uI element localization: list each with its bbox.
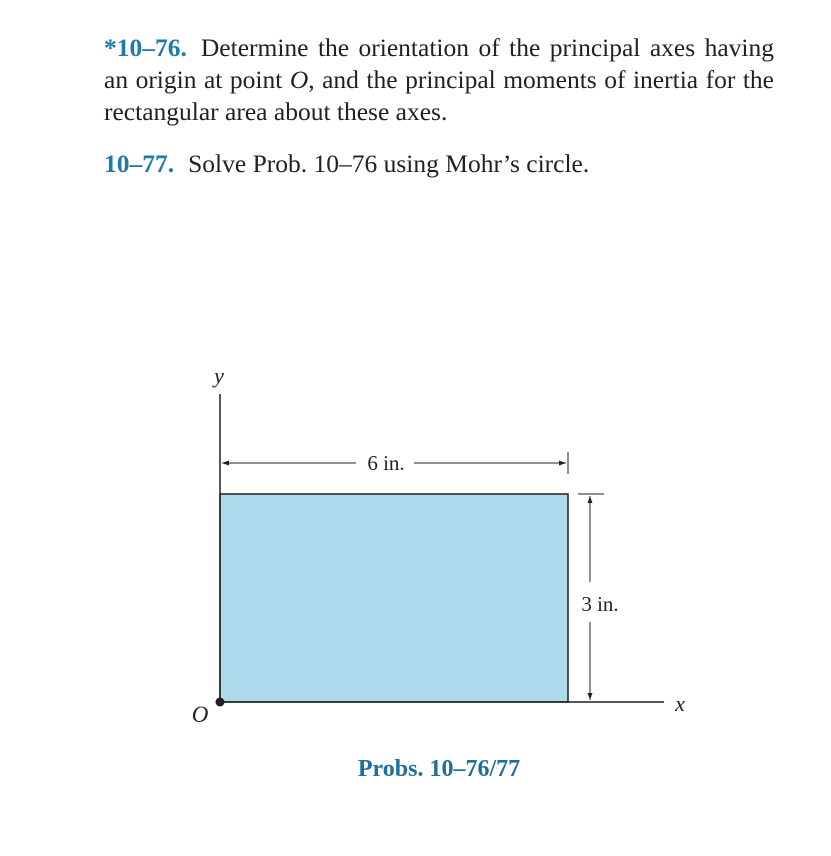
problem-text-part2: , and the principal moments of inertia for the rectangular area about these axes. — [104, 65, 774, 126]
problem-text-part1: Determine the orientation of the principal axes having an origin at point — [104, 33, 774, 94]
height-dimension-label: 3 in. — [581, 592, 619, 616]
problem-number: 10–77. — [104, 149, 175, 178]
origin-label: O — [191, 702, 209, 727]
width-dimension-label: 6 in. — [367, 451, 405, 475]
figure-caption: Probs. 10–76/77 — [357, 756, 521, 782]
origin-point — [216, 698, 225, 707]
problem-text: Solve Prob. 10–76 using Mohr’s circle. — [188, 149, 590, 178]
x-axis-label: x — [675, 691, 685, 716]
y-axis-label: y — [214, 363, 224, 388]
problem-number: *10–76. — [104, 33, 187, 62]
rectangular-area — [220, 494, 568, 702]
point-symbol: O — [289, 65, 309, 94]
